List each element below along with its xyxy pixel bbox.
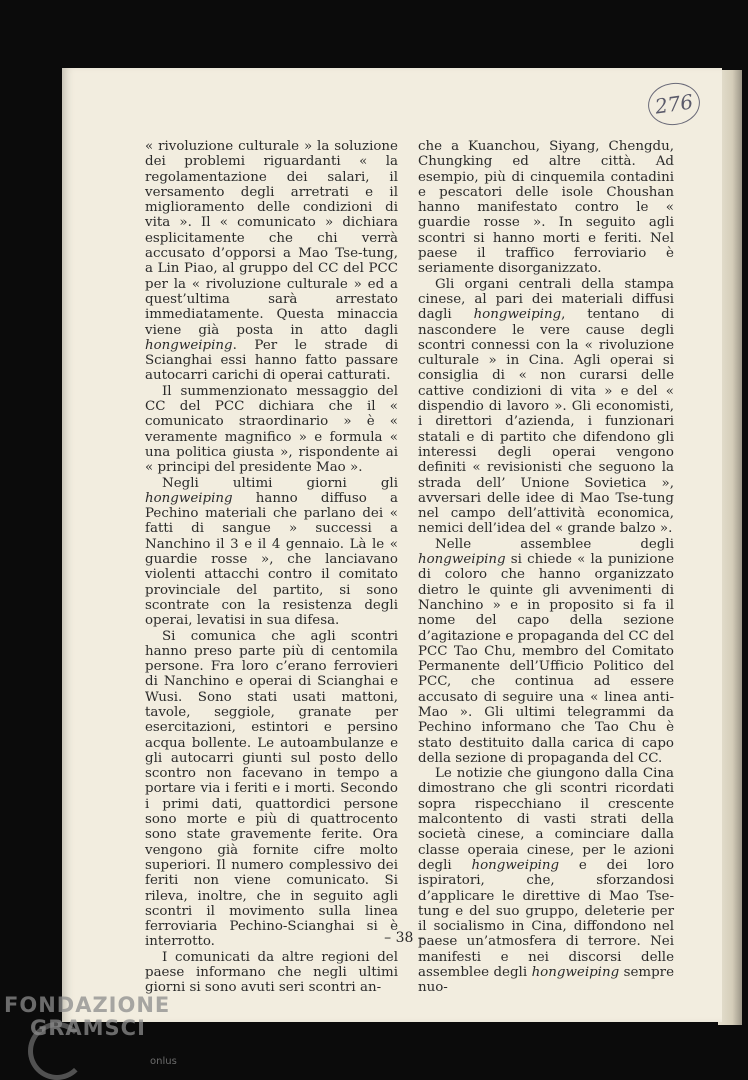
paragraph: Le notizie che giungono dalla Cina dimostrano che gli scontri ricordati sopra rispecchiano il crescente malcontento di vasti strati della società cinese, a cominciare dalla classe operaia cinese, per le azioni degli hongweiping e dei loro ispiratori, che, sforzandosi d’applicare le direttive di Mao Tse-tung e del suo gruppo, deleterie per il socialismo in Cina, diffondono nel paese un’atmosfera di terrore. Nei manifesti e nei discorsi delle assemblee degli hongweiping sempre nuo- bbox=[418, 766, 675, 996]
right-text-column bbox=[418, 139, 674, 996]
watermark-onlus: onlus bbox=[150, 1056, 177, 1067]
page-number: – 38 – bbox=[384, 930, 425, 946]
watermark bbox=[4, 995, 170, 1039]
paragraph: Si comunica che agli scontri hanno preso parte più di centomila persone. Fra loro c’erano ferrovieri di Nanchino e operai di Scianghai e Wusi. Sono stati usati mattoni, tavole, seggiole, granate per esercitazioni, estintori e persino acqua bollente. Le autoambulanze e gli autocarri giunti sul posto dello scontro non facevano in tempo a portare via i feriti e i morti. Secondo i primi dati, quattordici persone sono morte e più di quattrocento sono state gravemente ferite. Ora vengono già fornite cifre molto superiori. Il numero complessivo dei feriti non viene comunicato. Si rileva, inoltre, che in seguito agli scontri il movimento sulla linea ferroviaria Pechino-Scianghai si è interrotto. bbox=[145, 628, 398, 950]
paragraph: Negli ultimi giorni gli hongweiping hanno diffuso a Pechino materiali che parlano dei « fatti di sangue » successi a Nanchino il 3 e il 4 gennaio. Là le « guardie rosse », che lanciavano violenti attacchi contro il comitato provinciale del partito, si sono scontrate con la resistenza degli operai, levatisi in sua difesa. bbox=[145, 475, 398, 629]
left-text-column bbox=[145, 139, 398, 996]
archive-stamp-number: 276 bbox=[653, 89, 695, 119]
paragraph: Il summenzionato messaggio del CC del PCC dichiara che il « comunicato straordinario » è « veramente magnifico » e formula « una politica giusta », rispondente ai « principi del presidente Mao ». bbox=[145, 383, 398, 476]
paragraph: « rivoluzione culturale » la soluzione dei problemi riguardanti « la regolamentazione dei salari, il versamento degli arretrati e il miglioramento delle condizioni di vita ». Il « comunicato » dichiara esplicitamente che chi verrà accusato d’opporsi a Mao Tse-tung, a Lin Piao, al gruppo del CC del PCC per la « rivoluzione culturale » ed a quest’ultima sarà arrestato immediatamente. Questa minaccia viene già posta in atto dagli hongweiping. Per le strade di Scianghai essi hanno fatto passare autocarri carichi di operai catturati. bbox=[145, 139, 398, 384]
paragraph: Nelle assemblee degli hongweiping si chiede « la punizione di coloro che hanno organizzato dietro le quinte gli avvenimenti di Nanchino » e in proposito si fa il nome del capo della sezione d’agitazione e propaganda del CC del PCC Tao Chu, membro del Comitato Permanente dell’Ufficio Politico del PCC, che continua ad essere accusato di seguire una « linea anti-Mao ». Gli ultimi telegrammi da Pechino informano che Tao Chu è stato destituito dalla carica di capo della sezione di propaganda del CC. bbox=[418, 536, 674, 766]
paragraph: che a Kuanchou, Siyang, Chengdu, Chungking ed altre città. Ad esempio, più di cinquemila contadini e pescatori delle isole Choushan hanno manifestato contro le « guardie rosse ». In seguito agli scontri si hanno morti e feriti. Nel paese il traffico ferroviario è seriamente disorganizzato. bbox=[418, 139, 674, 277]
paragraph: Gli organi centrali della stampa cinese, al pari dei materiali diffusi dagli hongweiping, tentano di nascondere le vere cause degli scontri connessi con la « rivoluzione culturale » in Cina. Agli operai si consiglia di « non curarsi delle cattive condizioni di vita » e del « dispendio di lavoro ». Gli economisti, i direttori d’azienda, i funzionari statali e di partito che difendono gli interessi degli operai vengono definiti « revisionisti che seguono la strada dell’ Unione Sovietica », avversari delle idee di Mao Tse-tung nel campo dell’attività economica, nemici dell’idea del « grande balzo ». bbox=[418, 276, 674, 537]
watermark-line2: GRAMSCI bbox=[30, 1016, 146, 1040]
watermark-line1: FONDAZIONE bbox=[4, 993, 171, 1017]
paragraph: I comunicati da altre regioni del paese informano che negli ultimi giorni si sono avuti seri scontri an- bbox=[145, 949, 398, 996]
